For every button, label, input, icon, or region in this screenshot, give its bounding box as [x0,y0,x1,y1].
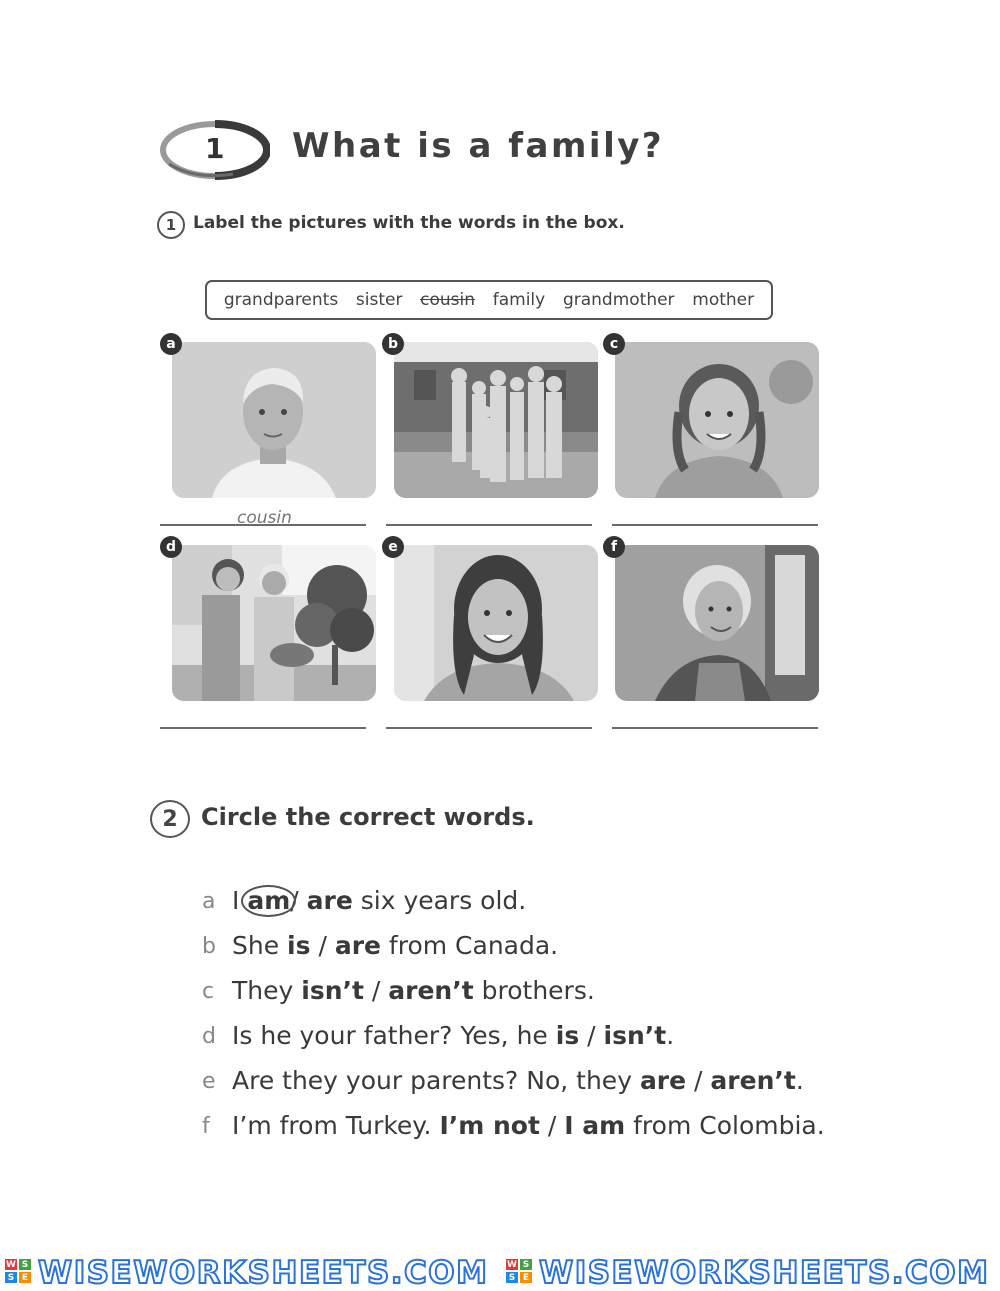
option-arent[interactable]: aren’t [388,976,474,1005]
option-are[interactable]: are [639,1066,687,1095]
sentence-letter: a [202,889,216,914]
option-i-am[interactable]: I am [564,1111,626,1140]
picture-letter-e: e [382,536,404,558]
word-sister: sister [355,290,403,310]
sentence-text: from Colombia. [625,1111,825,1140]
option-are[interactable]: are [334,931,381,960]
option-im-not[interactable]: I’m not [439,1111,540,1140]
exercise-1-instruction: Label the pictures with the words in the box. [193,213,625,233]
watermark-text[interactable]: WISEWORKSHEETS.COM [539,1255,990,1291]
word-family: family [492,290,546,310]
option-is[interactable]: is [287,931,311,960]
sentence-text: . [666,1021,675,1050]
sentence-text: Are they your parents? No, they [232,1066,640,1095]
word-cousin-struck: cousin [420,290,476,310]
watermark-logo-icon: W S S E [5,1259,33,1285]
option-isnt[interactable]: isn’t [603,1021,667,1050]
picture-card-f [610,539,819,701]
picture-card-e [388,539,598,701]
option-arent[interactable]: aren’t [710,1066,796,1095]
watermark-logo-icon: W S S E [506,1259,534,1285]
option-separator: / [310,931,335,960]
picture-card-c [609,336,819,498]
sentence-letter: f [202,1114,210,1139]
answer-line-c[interactable] [612,524,818,526]
option-isnt[interactable]: isn’t [301,976,364,1005]
word-box [205,280,773,320]
footer-watermark [0,1253,1000,1289]
word-grandmother: grandmother [562,290,675,310]
answer-line-d[interactable] [160,727,366,729]
photo-mother [394,545,598,701]
picture-letter-d: d [160,536,182,558]
sentence-text: . [795,1066,804,1095]
unit-number: 1 [205,132,225,165]
answer-a-text: cousin [237,508,292,528]
exercise-2-instruction: Circle the correct words. [201,803,535,831]
sentence-letter: e [202,1069,216,1094]
exercise-1-number: 1 [157,211,185,239]
picture-letter-f: f [603,536,625,558]
picture-card-a [166,336,376,498]
picture-card-d [165,539,376,701]
sentence-letter: c [202,979,215,1004]
sentence-text: Is he your father? Yes, he [232,1021,556,1050]
option-separator: / [686,1066,711,1095]
answer-line-e[interactable] [386,727,592,729]
answer-line-b[interactable] [386,524,592,526]
answer-line-f[interactable] [612,727,818,729]
sentence-letter: b [202,934,216,959]
picture-letter-a: a [160,333,182,355]
watermark-text[interactable]: WISEWORKSHEETS.COM [38,1255,489,1291]
sentence-text: six years old. [352,886,527,915]
sentence-text: She [232,931,288,960]
sentence-text: from Canada. [380,931,559,960]
option-am-circled[interactable]: am [247,886,291,915]
sentence-text: brothers. [473,976,595,1005]
photo-grandparents [172,545,376,701]
option-separator: / [579,1021,604,1050]
picture-letter-c: c [603,333,625,355]
option-separator: / [363,976,389,1005]
picture-letter-b: b [382,333,404,355]
picture-card-b [387,336,598,498]
option-separator: / [290,886,307,915]
unit-number-badge [155,118,270,182]
photo-boy [172,342,376,498]
photo-girl [615,342,819,498]
option-are[interactable]: are [306,886,353,915]
sentence-text: They [232,976,302,1005]
option-is[interactable]: is [555,1021,580,1050]
exercise-2-number: 2 [150,800,190,838]
sentence-text: I [232,886,248,915]
photo-grandmother [615,545,819,701]
sentence-text: I’m from Turkey. [232,1111,440,1140]
photo-family [394,342,598,498]
unit-title: What is a family? [292,126,665,166]
word-grandparents: grandparents [223,290,339,310]
option-separator: / [539,1111,565,1140]
sentence-letter: d [202,1024,216,1049]
word-mother: mother [692,290,755,310]
